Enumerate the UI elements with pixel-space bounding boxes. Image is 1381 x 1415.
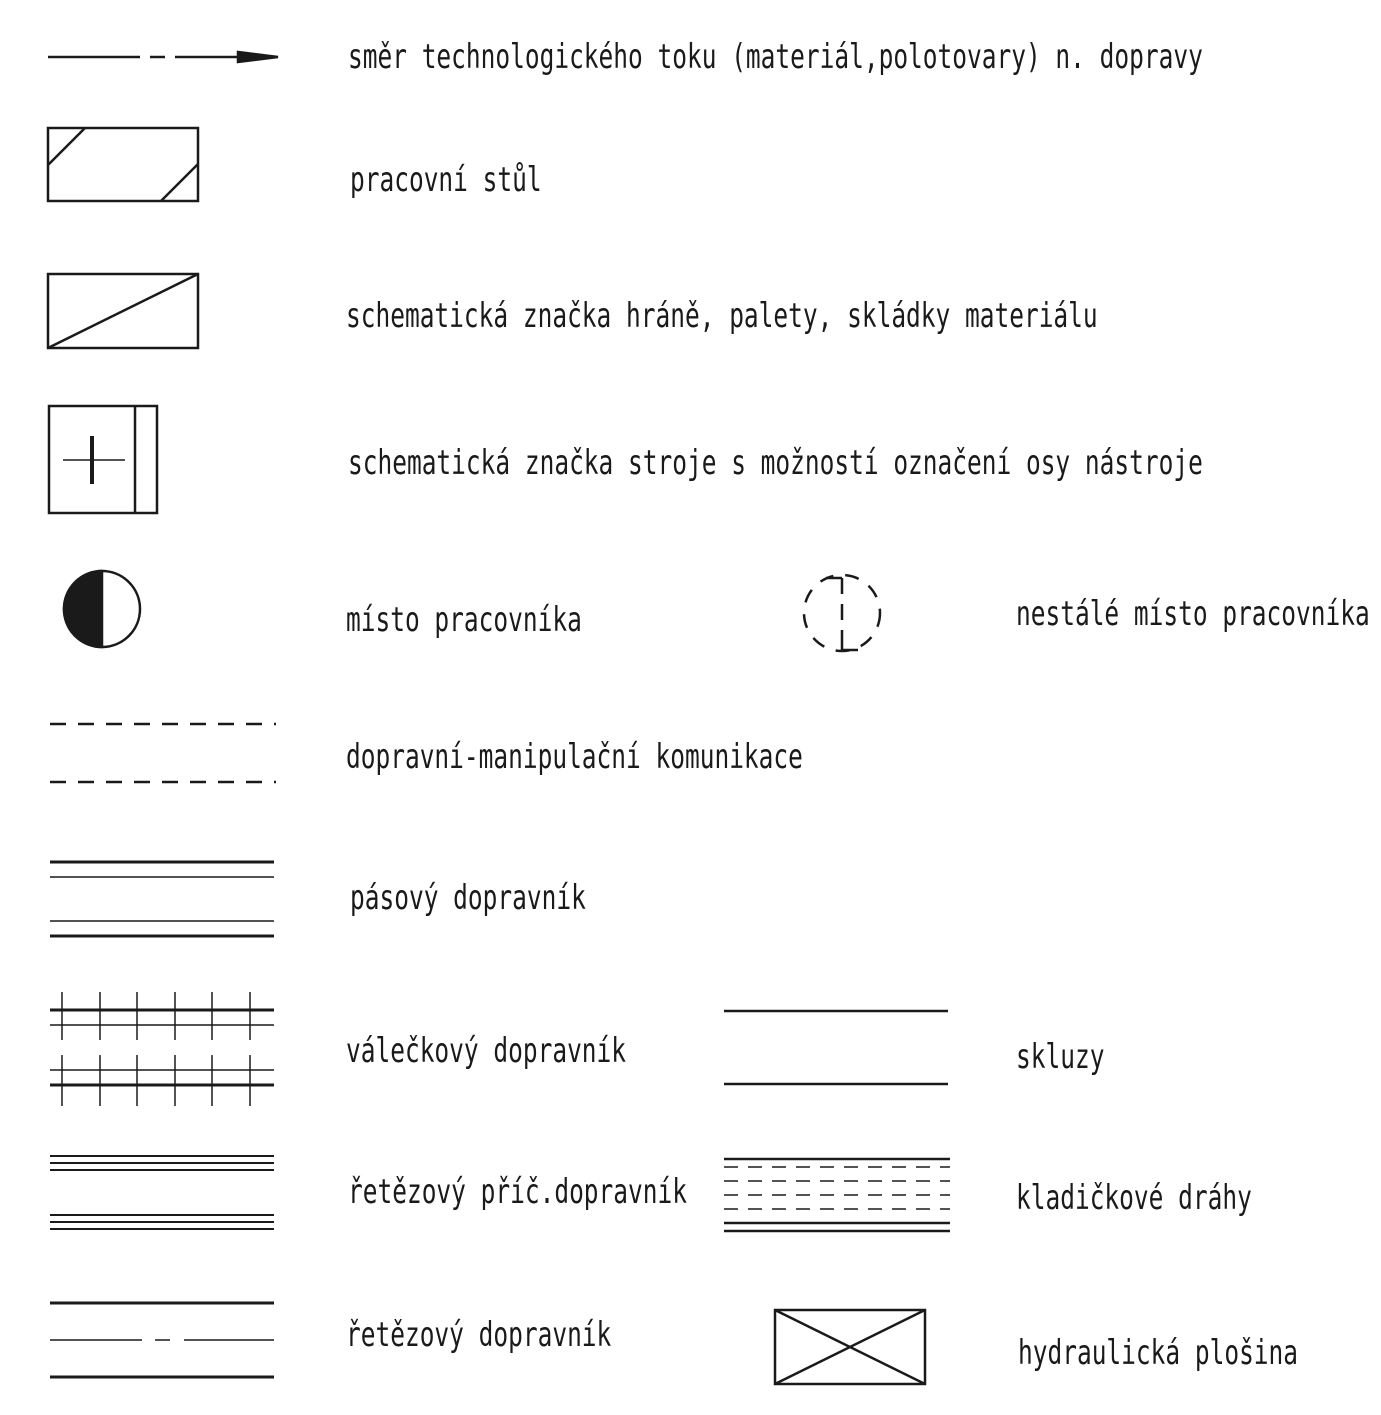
chain-conveyor-icon <box>50 1303 274 1377</box>
chutes-icon <box>724 1011 948 1084</box>
transport-corridor-icon <box>50 724 276 782</box>
flow-arrow-icon <box>48 52 278 62</box>
transport-corridor-label: dopravní-manipulační komunikace <box>346 737 803 777</box>
worker-place-label: místo pracovníka <box>346 600 582 640</box>
belt-conveyor-icon <box>50 862 274 936</box>
roller-conveyor-label: válečkový dopravník <box>346 1031 627 1071</box>
flow-direction-label: směr technologického toku (materiál,polotovary) n. dopravy <box>348 37 1203 77</box>
chain-cross-conveyor-icon <box>50 1156 274 1229</box>
machine-icon <box>49 406 157 513</box>
pallet-storage-icon <box>48 274 198 348</box>
chain-conveyor-label: řetězový dopravník <box>346 1315 612 1355</box>
work-table-label: pracovní stůl <box>350 160 542 200</box>
hydraulic-platform-icon <box>775 1310 925 1384</box>
variable-worker-place-icon <box>804 575 880 651</box>
work-table-icon <box>48 128 198 201</box>
belt-conveyor-label: pásový dopravník <box>350 878 586 918</box>
roller-tracks-icon <box>724 1159 950 1231</box>
chain-cross-conveyor-label: řetězový příč.dopravník <box>348 1172 687 1212</box>
machine-label: schematická značka stroje s možností označení osy nástroje <box>348 443 1203 483</box>
pallet-storage-label: schematická značka hráně, palety, skládky materiálu <box>346 296 1098 336</box>
chutes-label: skluzy <box>1016 1037 1105 1077</box>
hydraulic-platform-label: hydraulická plošina <box>1018 1333 1299 1373</box>
worker-place-icon <box>64 571 140 647</box>
roller-tracks-label: kladičkové dráhy <box>1016 1178 1252 1218</box>
roller-conveyor-icon <box>50 992 274 1106</box>
variable-worker-place-label: nestálé místo pracovníka <box>1016 594 1370 634</box>
